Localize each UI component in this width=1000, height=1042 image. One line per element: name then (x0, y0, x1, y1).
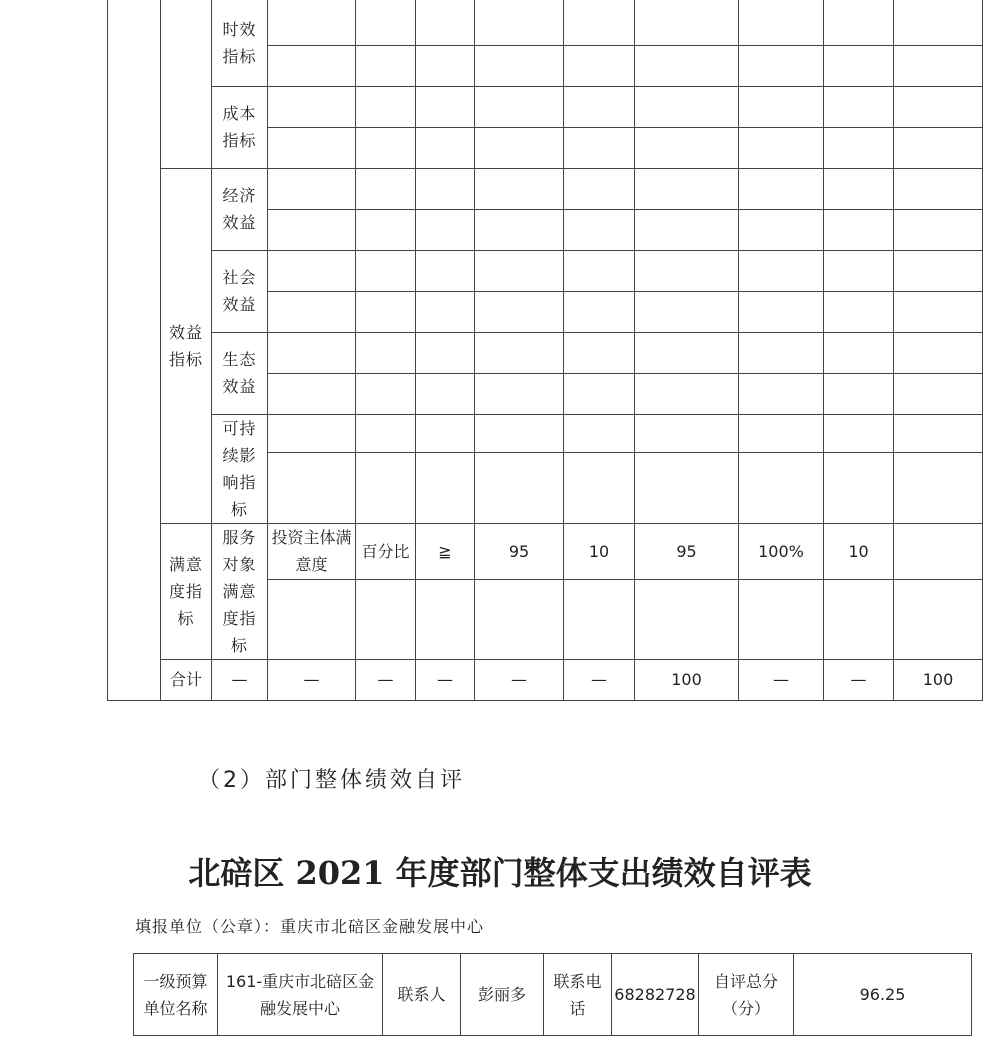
document-title: 北碚区 2021 年度部门整体支出绩效自评表 (188, 854, 812, 892)
table-cell (268, 332, 356, 373)
table-cell (416, 86, 475, 127)
table-cell (894, 373, 983, 414)
table-cell (356, 45, 416, 86)
total-label: 合计 (161, 659, 212, 700)
table-cell (894, 127, 983, 168)
table-cell (268, 452, 356, 523)
table-cell (824, 291, 894, 332)
total-cell: — (564, 659, 635, 700)
table-cell (564, 45, 635, 86)
table-cell (268, 127, 356, 168)
section-subheading: （2）部门整体绩效自评 (198, 768, 465, 793)
table-cell (635, 332, 739, 373)
table-cell (824, 414, 894, 452)
table-cell (635, 127, 739, 168)
table-cell (416, 168, 475, 209)
table-cell (356, 250, 416, 291)
table-cell (475, 452, 564, 523)
satisfaction-unit: 百分比 (356, 523, 416, 579)
table-cell (824, 250, 894, 291)
table-cell (475, 127, 564, 168)
indicator-ecological: 生态效益 (212, 332, 268, 414)
table-cell (894, 291, 983, 332)
table-cell (475, 86, 564, 127)
table-cell (356, 373, 416, 414)
table-cell (824, 0, 894, 45)
total-cell: — (475, 659, 564, 700)
table-cell (416, 452, 475, 523)
table-cell (475, 168, 564, 209)
table-cell (635, 0, 739, 45)
table-cell (356, 0, 416, 45)
table-cell (824, 579, 894, 659)
table-cell (894, 579, 983, 659)
satisfaction-completion: 100% (739, 523, 824, 579)
total-weight: 100 (635, 659, 739, 700)
table-cell (635, 291, 739, 332)
satisfaction-target: 95 (475, 523, 564, 579)
table-cell (475, 291, 564, 332)
table-cell (416, 250, 475, 291)
table-cell (894, 168, 983, 209)
indicator-social: 社会效益 (212, 250, 268, 332)
table-cell (356, 86, 416, 127)
table-cell (564, 0, 635, 45)
table-cell (894, 332, 983, 373)
table-cell (635, 452, 739, 523)
table-cell (356, 579, 416, 659)
table-cell (894, 45, 983, 86)
table-cell (739, 127, 824, 168)
filling-unit-line: 填报单位（公章）：重庆市北碚区金融发展中心 (135, 917, 485, 936)
table-cell (475, 373, 564, 414)
table-cell (894, 209, 983, 250)
table-cell (416, 291, 475, 332)
table-cell (268, 45, 356, 86)
satisfaction-remark (894, 523, 983, 579)
table-cell (635, 250, 739, 291)
table-cell (739, 373, 824, 414)
total-cell: — (268, 659, 356, 700)
table-cell (824, 45, 894, 86)
table-cell (564, 127, 635, 168)
table-cell (564, 168, 635, 209)
dept-summary-table (133, 953, 972, 1036)
table-cell (739, 579, 824, 659)
table-cell (475, 250, 564, 291)
indicator-benefit: 效益指标 (161, 168, 212, 523)
table-cell (894, 452, 983, 523)
table-cell (564, 332, 635, 373)
table-cell (894, 250, 983, 291)
table-cell (894, 0, 983, 45)
table-cell (564, 373, 635, 414)
table-cell (416, 332, 475, 373)
table-cell (635, 86, 739, 127)
table-cell (475, 0, 564, 45)
table-col-blank-left (108, 0, 161, 700)
table-col-output-blank (161, 0, 212, 168)
table-cell (475, 209, 564, 250)
satisfaction-actual: 95 (635, 523, 739, 579)
table-cell (475, 414, 564, 452)
table-cell (268, 291, 356, 332)
table-cell (268, 209, 356, 250)
contact-value: 彭丽多 (461, 954, 544, 1036)
total-cell: — (356, 659, 416, 700)
table-cell (268, 373, 356, 414)
indicator-sustainable: 可持续影响指标 (212, 414, 268, 523)
phone-value: 68282728 (612, 954, 699, 1036)
table-cell (564, 291, 635, 332)
table-cell (564, 86, 635, 127)
table-cell (635, 45, 739, 86)
indicator-timeliness: 时效指标 (212, 0, 268, 86)
table-cell (268, 579, 356, 659)
indicator-service-satisfaction: 服务对象满意度指标 (212, 523, 268, 659)
table-cell (824, 168, 894, 209)
table-cell (635, 209, 739, 250)
unit-name-label: 一级预算 单位名称 (134, 954, 218, 1036)
table-cell (356, 291, 416, 332)
table-cell (739, 209, 824, 250)
table-cell (564, 579, 635, 659)
table-cell (635, 168, 739, 209)
table-cell (894, 414, 983, 452)
table-cell (416, 0, 475, 45)
table-cell (356, 452, 416, 523)
table-cell (635, 579, 739, 659)
contact-label: 联系人 (383, 954, 461, 1036)
table-cell (824, 332, 894, 373)
table-cell (739, 291, 824, 332)
satisfaction-operator: ≧ (416, 523, 475, 579)
table-cell (416, 373, 475, 414)
table-cell (824, 209, 894, 250)
indicator-satisfaction: 满意度指标 (161, 523, 212, 659)
satisfaction-weight: 10 (564, 523, 635, 579)
table-cell (739, 414, 824, 452)
table-cell (416, 579, 475, 659)
total-score: 100 (894, 659, 983, 700)
table-cell (824, 452, 894, 523)
table-cell (635, 373, 739, 414)
total-row (108, 659, 983, 700)
total-cell: — (212, 659, 268, 700)
table-cell (564, 209, 635, 250)
table-cell (268, 168, 356, 209)
table-cell (739, 332, 824, 373)
table-cell (739, 250, 824, 291)
table-cell (268, 250, 356, 291)
table-cell (416, 414, 475, 452)
table-cell (268, 414, 356, 452)
table-cell (268, 0, 356, 45)
table-cell (356, 414, 416, 452)
table-cell (356, 168, 416, 209)
performance-indicator-table (107, 0, 983, 701)
table-cell (356, 209, 416, 250)
table-cell (739, 0, 824, 45)
total-cell: — (739, 659, 824, 700)
table-cell (416, 45, 475, 86)
table-cell (416, 127, 475, 168)
indicator-cost: 成本指标 (212, 86, 268, 168)
table-cell (564, 414, 635, 452)
table-cell (739, 168, 824, 209)
table-cell (475, 45, 564, 86)
table-cell (416, 209, 475, 250)
table-cell (475, 579, 564, 659)
table-cell (739, 452, 824, 523)
table-cell (475, 332, 564, 373)
satisfaction-score: 10 (824, 523, 894, 579)
table-cell (356, 127, 416, 168)
score-label: 自评总分（分） (699, 954, 794, 1036)
score-value: 96.25 (794, 954, 972, 1036)
unit-name-value: 161-重庆市北碚区金融发展中心 (218, 954, 383, 1036)
total-cell: — (824, 659, 894, 700)
table-cell (564, 452, 635, 523)
phone-label: 联系电话 (544, 954, 612, 1036)
indicator-economic: 经济效益 (212, 168, 268, 250)
table-cell (564, 250, 635, 291)
table-cell (824, 127, 894, 168)
table-cell (739, 86, 824, 127)
table-cell (824, 86, 894, 127)
table-cell (356, 332, 416, 373)
total-cell: — (416, 659, 475, 700)
table-cell (635, 414, 739, 452)
table-cell (824, 373, 894, 414)
table-cell (739, 45, 824, 86)
table-cell (268, 86, 356, 127)
satisfaction-item: 投资主体满意度 (268, 523, 356, 579)
table-cell (894, 86, 983, 127)
